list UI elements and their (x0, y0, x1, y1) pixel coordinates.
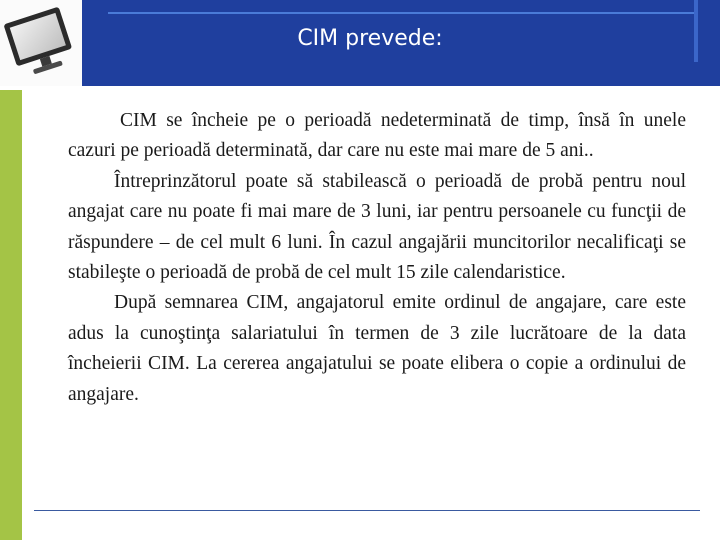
slide-body (68, 106, 686, 410)
slide-title: CIM prevede: (297, 26, 443, 51)
paragraph-employment-order: După semnarea CIM, angajatorul emite ordinul de angajare, care este adus la cunoştinţa salariatului în termen de 3 zile lucrătoare de la data încheierii CIM. La cererea angajatului se poate elibera o copie a ordinului de angajare. (68, 292, 686, 405)
bottom-divider (34, 510, 700, 511)
header-divider (0, 86, 720, 90)
paragraph-probation-period: Întreprinzătorul poate să stabilească o perioadă de probă pentru noul angajat care nu poate fi mai mare de 3 luni, iar pentru persoanele cu funcţii de răspundere – de cel mult 6 luni. În cazul angajării muncitorilor necalificaţi se stabileşte o perioadă de probă de cel mult 15 zile calendaristice. (68, 170, 686, 284)
logo (0, 0, 82, 86)
computer-monitor-icon (0, 0, 82, 86)
header-accent-line (108, 12, 694, 14)
paragraph-contract-duration: CIM se încheie pe o perioadă nedeterminată de timp, însă în unele cazuri pe perioadă determinată, dar care nu este mai mare de 5 ani.. (68, 110, 686, 162)
header-vertical-accent (694, 0, 698, 62)
left-sidebar-bar (0, 90, 22, 540)
